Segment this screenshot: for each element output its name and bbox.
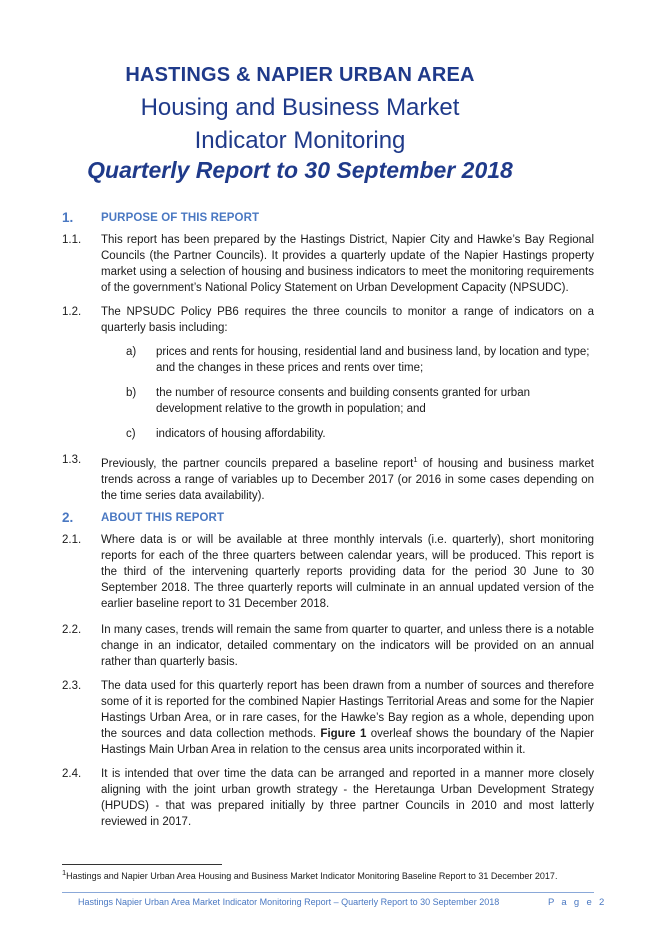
paragraph-number: 2.4. <box>62 768 82 780</box>
footer-title: Hastings Napier Urban Area Market Indicator Monitoring Report – Quarterly Report to 30 September 2018 <box>78 897 500 907</box>
footer-divider <box>62 892 594 893</box>
list-item-letter: a) <box>126 346 137 358</box>
footnote-mark: 1 <box>62 868 67 877</box>
paragraph-number: 2.1. <box>62 534 82 546</box>
section-1-number: 1. <box>62 210 74 225</box>
paragraph-text: The NPSUDC Policy PB6 requires the three councils to monitor a range of indicators on a quarterly basis including: <box>101 306 594 334</box>
paragraph-text-part: of housing and business market trends across a range of variables up to December 2017 (or 2016 in some cases depending on the time series data availability). <box>101 457 594 502</box>
paragraph-text-part: Previously, the partner councils prepared a baseline report <box>101 457 414 470</box>
report-title-line-1: HASTINGS & NAPIER URBAN AREA <box>125 64 475 86</box>
paragraph-text: This report has been prepared by the Hastings District, Napier City and Hawke’s Bay Regional Councils (the Partner Councils). It provides a quarterly update of the Napier Hastings property market using a selection of housing and business indicators to meet the monitoring requirements of the government’s National Policy Statement on Urban Development Capacity (NPSUDC). <box>101 234 594 294</box>
paragraph-text: It is intended that over time the data can be arranged and reported in a manner more closely aligning with the joint urban growth strategy - the Heretaunga Urban Development Strategy (HPUDS) - that was prepared initially by three partner Councils in 2010 and most latterly reviewed in 2017. <box>101 768 594 828</box>
section-1-heading: PURPOSE OF THIS REPORT <box>101 212 260 224</box>
section-2-number: 2. <box>62 510 74 525</box>
page-number: P a g e 2 <box>548 897 607 908</box>
paragraph-number: 1.2. <box>62 306 82 318</box>
paragraph-number: 2.2. <box>62 624 82 636</box>
section-2-heading: ABOUT THIS REPORT <box>101 512 225 524</box>
list-item-letter: b) <box>126 387 137 399</box>
report-title-line-2: Housing and Business Market <box>140 94 460 121</box>
list-item-letter: c) <box>126 428 136 440</box>
paragraph-text <box>101 678 594 758</box>
paragraph-number: 1.3. <box>62 454 82 466</box>
paragraph-text-part: overleaf shows the boundary of the Napier Hastings Main Urban Area in relation to the census area units incorporated within it. <box>101 728 594 756</box>
paragraph-text: In many cases, trends will remain the same from quarter to quarter, and unless there is a notable change in an indicator, detailed commentary on the indicators will be provided on an annual rather than quarterly basis. <box>101 624 594 668</box>
footnote-text: Hastings and Napier Urban Area Housing and Business Market Indicator Monitoring Baseline Report to 31 December 2017. <box>66 871 558 881</box>
paragraph-number: 1.1. <box>62 234 82 246</box>
footnote-divider <box>62 864 222 865</box>
paragraph-text: Where data is or will be available at three monthly intervals (i.e. quarterly), short monitoring reports for each of the three quarters between calendar years, will be produced. This report is the third of the intervening quarterly reports providing data for the period 30 June to 30 September 2018. The three quarterly reports will culminate in an annual updated version of the earlier baseline report to 31 December 2018. <box>101 534 594 610</box>
list-item-text: prices and rents for housing, residential land and business land, by location and type; and the changes in these prices and rents over time; <box>156 346 590 374</box>
paragraph-number: 2.3. <box>62 680 82 692</box>
paragraph-text <box>101 452 594 504</box>
paragraph-text-part: The data used for this quarterly report has been drawn from a number of sources and therefore some of it is reported for the combined Napier Hastings Territorial Areas and some for the Napier Hastings Urban Area, or in rare cases, for the Hawke’s Bay region as a whole, depending upon the sources and data collection methods. <box>101 680 594 740</box>
list-item-text: indicators of housing affordability. <box>156 428 326 440</box>
figure-reference: Figure 1 <box>320 728 367 740</box>
footnote <box>62 868 557 881</box>
report-title-line-3: Indicator Monitoring <box>194 127 406 154</box>
report-subtitle: Quarterly Report to 30 September 2018 <box>87 157 513 183</box>
list-item-text: the number of resource consents and building consents granted for urban development relative to the growth in population; and <box>156 387 530 415</box>
footnote-reference: 1 <box>413 455 418 464</box>
